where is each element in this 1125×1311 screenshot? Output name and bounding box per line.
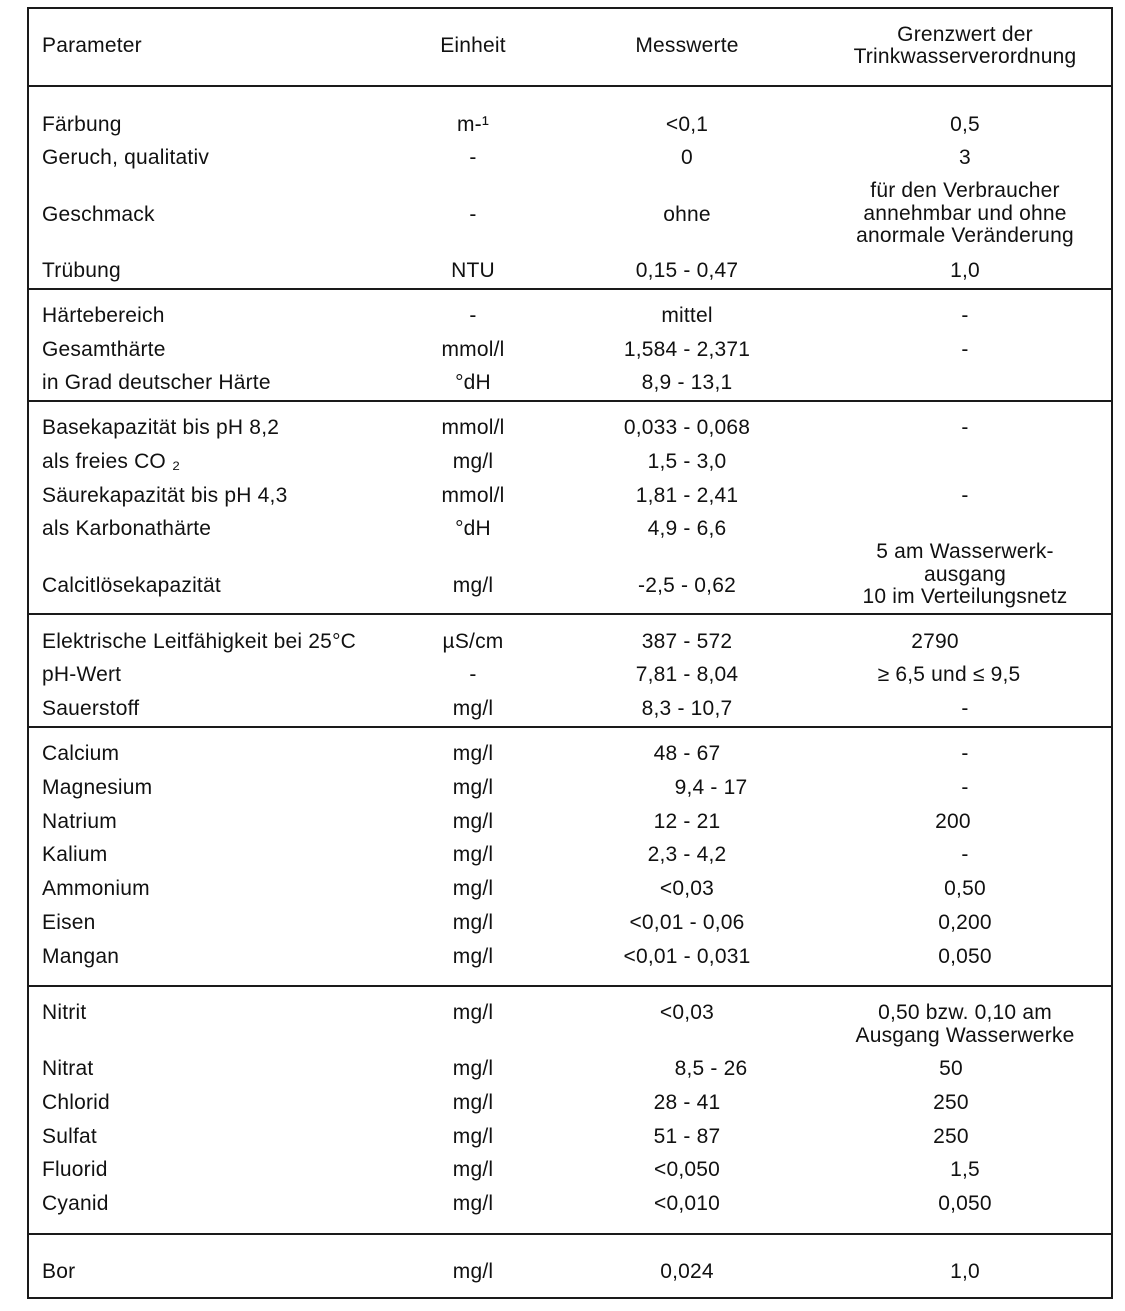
- limit-value-cell: -: [961, 484, 969, 507]
- group-divider: [27, 985, 1113, 987]
- parameter-cell: Eisen: [42, 911, 96, 934]
- limit-value-cell: 250: [933, 1091, 969, 1114]
- limit-value-cell: -: [961, 843, 969, 866]
- unit-cell: NTU: [451, 259, 495, 282]
- measured-value-cell: 1,81 - 2,41: [635, 484, 739, 507]
- limit-value-cell: 1,0: [950, 259, 980, 282]
- parameter-cell: Färbung: [42, 113, 122, 136]
- parameter-cell: Calcium: [42, 742, 120, 765]
- unit-cell: mg/l: [452, 810, 494, 833]
- measured-value-cell: 12 - 21: [653, 810, 721, 833]
- limit-value-cell: 250: [933, 1125, 969, 1148]
- limit-value-cell: 50: [939, 1057, 963, 1080]
- limit-value-cell: -: [961, 338, 969, 361]
- measured-value-cell: 7,81 - 8,04: [635, 663, 739, 686]
- parameter-cell: pH-Wert: [42, 663, 122, 686]
- parameter-cell: als Karbonathärte: [42, 517, 212, 540]
- measured-value-cell: 8,9 - 13,1: [641, 371, 733, 394]
- parameter-cell: Calcitlösekapazität: [42, 574, 221, 597]
- parameter-cell: Natrium: [42, 810, 117, 833]
- unit-cell: mg/l: [452, 1001, 494, 1024]
- limit-value-cell: 0,50 bzw. 0,10 am Ausgang Wasserwerke: [855, 1001, 1075, 1047]
- measured-value-cell: 0,033 - 0,068: [623, 416, 751, 439]
- limit-value-cell: 0,50: [944, 877, 986, 900]
- group-divider: [27, 1233, 1113, 1235]
- parameter-cell: Härtebereich: [42, 304, 165, 327]
- unit-cell: mg/l: [452, 1260, 494, 1283]
- unit-cell: mg/l: [452, 776, 494, 799]
- parameter-cell: Mangan: [42, 945, 120, 968]
- group-divider: [27, 288, 1113, 290]
- parameter-cell: Sauerstoff: [42, 697, 140, 720]
- group-divider: [27, 726, 1113, 728]
- parameter-cell: in Grad deutscher Härte: [42, 371, 271, 394]
- measured-value-cell: 51 - 87: [653, 1125, 721, 1148]
- unit-cell: mg/l: [452, 697, 494, 720]
- measured-value-cell: <0,01 - 0,06: [629, 911, 745, 934]
- unit-cell: mg/l: [452, 742, 494, 765]
- unit-cell: mg/l: [452, 1091, 494, 1114]
- parameter-cell: Geschmack: [42, 203, 155, 226]
- measured-value-cell: 8,5 - 26: [674, 1057, 748, 1080]
- parameter-cell: Magnesium: [42, 776, 153, 799]
- limit-value-cell: 1,0: [950, 1260, 980, 1283]
- unit-cell: mg/l: [452, 1192, 494, 1215]
- unit-cell: °dH: [455, 517, 491, 540]
- header-divider: [27, 85, 1113, 87]
- limit-value-cell: -: [961, 304, 969, 327]
- limit-value-cell: 2790: [911, 630, 959, 653]
- limit-value-cell: 5 am Wasserwerk- ausgang 10 im Verteilungsnetz: [862, 540, 1068, 608]
- parameter-cell: Säurekapazität bis pH 4,3: [42, 484, 288, 507]
- measured-value-cell: 4,9 - 6,6: [647, 517, 727, 540]
- unit-cell: mg/l: [452, 1125, 494, 1148]
- unit-cell: -: [469, 203, 477, 226]
- unit-cell: -: [469, 146, 477, 169]
- measured-value-cell: 387 - 572: [641, 630, 733, 653]
- parameter-cell: Nitrat: [42, 1057, 94, 1080]
- unit-cell: mg/l: [452, 945, 494, 968]
- limit-value-cell: -: [961, 776, 969, 799]
- limit-value-cell: 0,5: [950, 113, 980, 136]
- parameter-cell: Trübung: [42, 259, 121, 282]
- measured-value-cell: -2,5 - 0,62: [638, 574, 736, 597]
- group-divider: [27, 400, 1113, 402]
- measured-value-cell: <0,03: [659, 877, 715, 900]
- parameter-cell: Ammonium: [42, 877, 150, 900]
- parameter-cell: Sulfat: [42, 1125, 97, 1148]
- limit-value-cell: -: [961, 416, 969, 439]
- parameter-cell: Geruch, qualitativ: [42, 146, 210, 169]
- measured-value-cell: mittel: [661, 304, 713, 327]
- unit-cell: m-¹: [456, 113, 490, 136]
- limit-value-cell: ≥ 6,5 und ≤ 9,5: [877, 663, 1021, 686]
- unit-cell: mmol/l: [441, 416, 505, 439]
- unit-cell: °dH: [455, 371, 491, 394]
- limit-value-cell: 0,050: [938, 945, 992, 968]
- limit-value-cell: -: [961, 697, 969, 720]
- group-divider: [27, 613, 1113, 615]
- limit-value-cell: 1,5: [950, 1158, 980, 1181]
- limit-value-cell: 0,200: [938, 911, 992, 934]
- header-unit: Einheit: [440, 34, 506, 57]
- unit-cell: mg/l: [452, 843, 494, 866]
- unit-cell: mg/l: [452, 877, 494, 900]
- unit-cell: µS/cm: [442, 630, 504, 653]
- measured-value-cell: 9,4 - 17: [674, 776, 748, 799]
- parameter-cell: Fluorid: [42, 1158, 108, 1181]
- parameter-cell: Chlorid: [42, 1091, 110, 1114]
- unit-cell: mg/l: [452, 450, 494, 473]
- unit-cell: mg/l: [452, 574, 494, 597]
- measured-value-cell: 0: [681, 146, 693, 169]
- unit-cell: mg/l: [452, 1057, 494, 1080]
- limit-value-cell: 0,050: [938, 1192, 992, 1215]
- measured-value-cell: 8,3 - 10,7: [641, 697, 733, 720]
- measured-value-cell: 0,024: [660, 1260, 714, 1283]
- unit-cell: -: [469, 663, 477, 686]
- parameter-cell: Cyanid: [42, 1192, 109, 1215]
- limit-value-cell: -: [961, 742, 969, 765]
- parameter-cell: Nitrit: [42, 1001, 87, 1024]
- parameter-cell: Basekapazität bis pH 8,2: [42, 416, 280, 439]
- measured-value-cell: <0,1: [665, 113, 709, 136]
- measured-value-cell: 28 - 41: [653, 1091, 721, 1114]
- measured-value-cell: <0,03: [659, 1001, 715, 1024]
- parameter-cell: Elektrische Leitfähigkeit bei 25°C: [42, 630, 357, 653]
- unit-cell: mg/l: [452, 1158, 494, 1181]
- unit-cell: mmol/l: [441, 338, 505, 361]
- measured-value-cell: <0,050: [653, 1158, 720, 1181]
- measured-value-cell: ohne: [663, 203, 711, 226]
- parameter-cell: Gesamthärte: [42, 338, 166, 361]
- measured-value-cell: 1,5 - 3,0: [647, 450, 727, 473]
- measured-value-cell: 0,15 - 0,47: [635, 259, 739, 282]
- measured-value-cell: <0,01 - 0,031: [623, 945, 751, 968]
- header-limit-value: Grenzwert der Trinkwasserverordnung: [853, 23, 1077, 68]
- unit-cell: mg/l: [452, 911, 494, 934]
- limit-value-cell: für den Verbraucher annehmbar und ohne anormale Veränderung: [856, 179, 1074, 247]
- measured-value-cell: 48 - 67: [653, 742, 721, 765]
- unit-cell: mmol/l: [441, 484, 505, 507]
- measured-value-cell: 1,584 - 2,371: [623, 338, 751, 361]
- measured-value-cell: 2,3 - 4,2: [647, 843, 727, 866]
- unit-cell: -: [469, 304, 477, 327]
- measured-value-cell: <0,010: [653, 1192, 720, 1215]
- parameter-cell: Bor: [42, 1260, 76, 1283]
- parameter-cell: als freies CO ₂: [42, 450, 181, 473]
- parameter-cell: Kalium: [42, 843, 108, 866]
- limit-value-cell: 200: [935, 810, 971, 833]
- header-parameter: Parameter: [42, 34, 142, 57]
- header-measured-values: Messwerte: [635, 34, 739, 57]
- limit-value-cell: 3: [959, 146, 971, 169]
